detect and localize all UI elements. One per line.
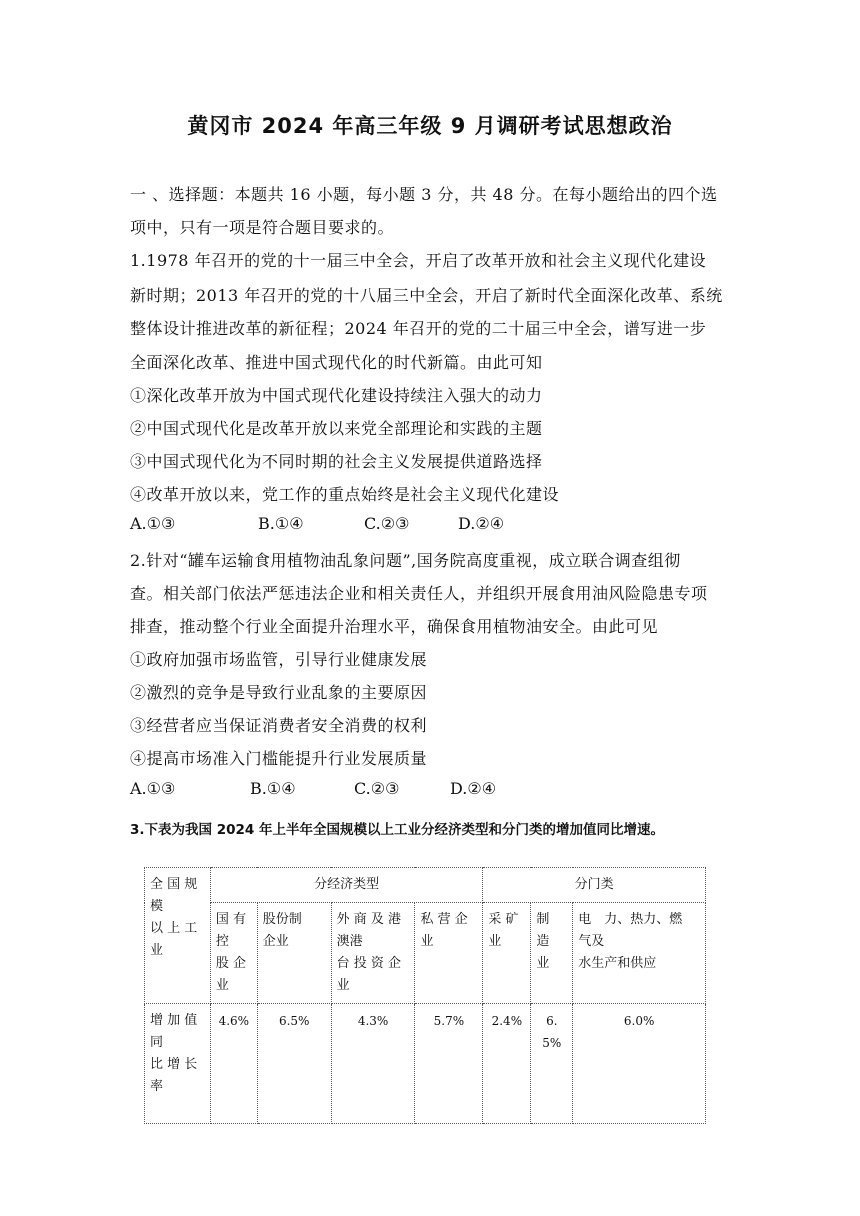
row-label-growth-rate: 增 加 值 同 比 增 长 率	[145, 1004, 211, 1124]
q3-caption: 3.下表为我国 2024 年上半年全国规模以上工业分经济类型和分门类的增加值同比增速。	[130, 822, 664, 838]
q1-option-b[interactable]: B.①④	[258, 514, 304, 533]
q1-option-c[interactable]: C.②③	[364, 514, 410, 533]
q2-option-d[interactable]: D.②④	[450, 779, 497, 798]
value-manufacturing: 6. 5%	[531, 1004, 573, 1124]
q2-stem-line-3: 排查，推动整个行业全面提升治理水平，确保食用植物油安全。由此可见	[130, 617, 659, 636]
page-title: 黄冈市 2024 年高三年级 9 月调研考试思想政治	[187, 114, 673, 138]
q2-option-b[interactable]: B.①④	[250, 779, 296, 798]
value-shareholding: 6.5%	[257, 1004, 331, 1124]
q2-statement-2: ②激烈的竞争是导致行业乱象的主要原因	[130, 683, 428, 702]
col-header-shareholding: 股份制 企业	[257, 903, 331, 1004]
q2-statement-1: ①政府加强市场监管，引导行业健康发展	[130, 650, 428, 669]
col-header-manufacturing: 制 造 业	[531, 903, 573, 1004]
value-mining: 2.4%	[483, 1004, 531, 1124]
q1-stem-line-4: 全面深化改革、推进中国式现代化的时代新篇。由此可知	[130, 353, 543, 372]
value-foreign-hmt: 4.3%	[331, 1004, 415, 1124]
q1-stem-line-1: 1.1978 年召开的党的十一届三中全会，开启了改革开放和社会主义现代化建设	[130, 251, 707, 270]
instructions-line-2: 项中，只有一项是符合题目要求的。	[130, 218, 395, 237]
q2-option-c[interactable]: C.②③	[354, 779, 400, 798]
q1-stem-line-3: 整体设计推进改革的新征程；2024 年召开的党的二十届三中全会，谱写进一步	[130, 319, 707, 338]
q2-stem-line-1: 2.针对“罐车运输食用植物油乱象问题”,国务院高度重视，成立联合调查组彻	[130, 551, 681, 570]
q2-statement-3: ③经营者应当保证消费者安全消费的权利	[130, 716, 428, 735]
q1-option-d[interactable]: D.②④	[458, 514, 505, 533]
q2-stem-line-2: 查。相关部门依法严惩违法企业和相关责任人，并组织开展食用油风险隐患专项	[130, 584, 708, 603]
q2-option-a[interactable]: A.①③	[130, 779, 176, 798]
q1-statement-4: ④改革开放以来，党工作的重点始终是社会主义现代化建设	[130, 485, 560, 504]
q1-statement-1: ①深化改革开放为中国式现代化建设持续注入强大的动力	[130, 386, 543, 405]
col-header-foreign-hmt: 外 商 及 港 澳港 台 投 资 企 业	[331, 903, 415, 1004]
col-header-mining: 采 矿 业	[483, 903, 531, 1004]
instructions-line-1: 一 、选择题：本题共 16 小题，每小题 3 分，共 48 分。在每小题给出的四个选	[130, 185, 718, 204]
q3-data-table	[144, 867, 706, 1124]
q1-statement-3: ③中国式现代化为不同时期的社会主义发展提供道路选择	[130, 452, 543, 471]
col-header-private: 私 营 企 业	[415, 903, 483, 1004]
q1-statement-2: ②中国式现代化是改革开放以来党全部理论和实践的主题	[130, 419, 543, 438]
col-header-state-holding: 国 有 控 股 企 业	[210, 903, 257, 1004]
q1-option-a[interactable]: A.①③	[130, 514, 176, 533]
value-private: 5.7%	[415, 1004, 483, 1124]
value-state-holding: 4.6%	[210, 1004, 257, 1124]
group-header-economic-type: 分经济类型	[210, 868, 483, 903]
q2-statement-4: ④提高市场准入门槛能提升行业发展质量	[130, 749, 428, 768]
q1-stem-line-2: 新时期；2013 年召开的党的十八届三中全会，开启了新时代全面深化改革、系统	[130, 286, 723, 305]
value-utilities: 6.0%	[573, 1004, 706, 1124]
col-header-utilities: 电 力、热力、燃 气及 水生产和供应	[573, 903, 706, 1004]
group-header-sector: 分门类	[483, 868, 706, 903]
table-corner-cell: 全 国 规 模 以 上 工 业	[145, 868, 211, 1004]
